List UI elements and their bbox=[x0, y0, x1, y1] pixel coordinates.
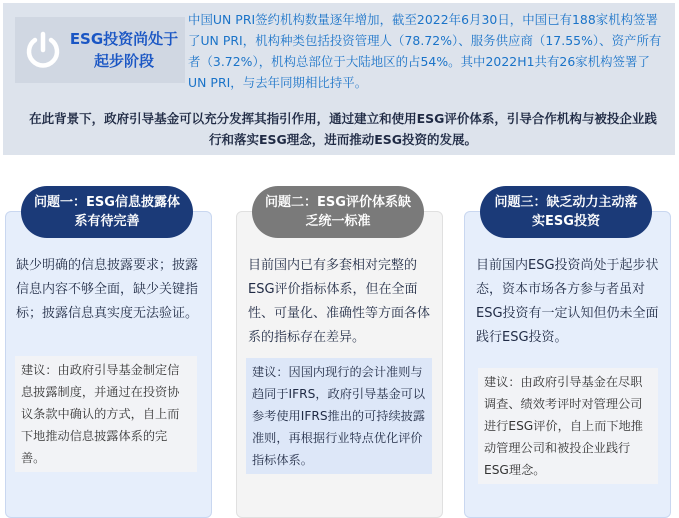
problem-body-3: 目前国内ESG投资尚处于起步状态，资本市场各方参与者虽对ESG投资有一定认知但仍未全面践行ESG投资。 bbox=[476, 258, 659, 345]
stats-text: 中国UN PRI签约机构数量逐年增加，截至2022年6月30日，中国已有188家机构签署了UN PRI，机构种类包括投资管理人（78.72%）、服务供应商（17.55%）、资产所有者（3.72%），机构总部位于大陆地区的占54%。其中2022H1共有26家机构签署了UN PRI，与去年同期相比持平。 bbox=[188, 12, 662, 90]
intro-block bbox=[15, 17, 185, 83]
problem-title-2: 问题二：ESG评价体系缺乏统一标准 bbox=[265, 195, 411, 229]
problem-title-3: 问题三：缺乏动力主动落实ESG投资 bbox=[494, 195, 638, 229]
advice-1: 建议：由政府引导基金制定信息披露制度，并通过在投资协议条款中确认的方式，自上而下地推动信息披露体系的完善。 bbox=[15, 356, 197, 472]
problem-body-1: 缺少明确的信息披露要求；披露信息内容不够全面，缺少关键指标；披露信息真实度无法验证。 bbox=[16, 258, 199, 321]
advice-2: 建议：因国内现行的会计准则与趋同于IFRS，政府引导基金可以参考使用IFRS推出的可持续披露准则，再根据行业特点优化评价指标体系。 bbox=[246, 358, 432, 474]
summary-panel bbox=[3, 3, 675, 155]
problem-title-1: 问题一：ESG信息披露体系有待完善 bbox=[34, 195, 180, 229]
problem-body-2: 目前国内已有多套相对完整的ESG评价指标体系，但在全面性、可量化、准确性等方面各体系的指标存在差异。 bbox=[248, 258, 431, 345]
power-icon bbox=[21, 28, 65, 72]
intro-title-line1: ESG投资尚处于 bbox=[69, 30, 179, 48]
intro-title bbox=[69, 28, 179, 72]
problem-title-pill-2 bbox=[252, 186, 424, 238]
problem-title-pill-1 bbox=[21, 186, 193, 238]
problem-title-pill-3 bbox=[480, 186, 652, 238]
intro-title-line2: 起步阶段 bbox=[93, 52, 154, 70]
context-text: 在此背景下，政府引导基金可以充分发挥其指引作用，通过建立和使用ESG评价体系，引导合作机构与被投企业践行和落实ESG理念，进而推动ESG投资的发展。 bbox=[29, 111, 657, 147]
advice-3: 建议：由政府引导基金在尽职调查、绩效考评时对管理公司进行ESG评价，自上而下地推动管理公司和被投企业践行ESG理念。 bbox=[478, 368, 658, 484]
